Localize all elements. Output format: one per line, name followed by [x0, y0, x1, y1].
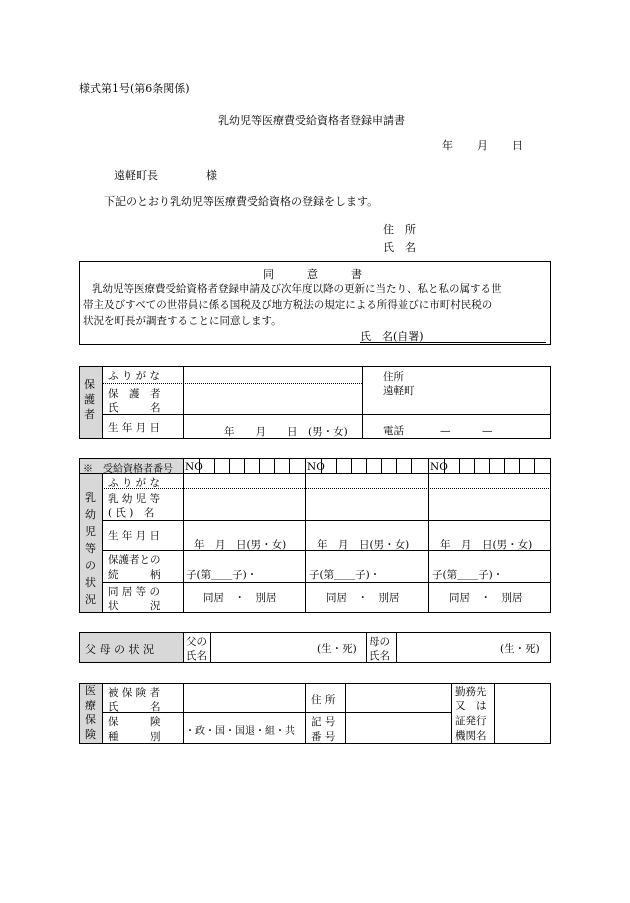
insured-label-1: 被 保 険 者 [108, 687, 161, 699]
guardian-phone-label: 電話 [383, 425, 404, 437]
insurance-section-label: 医療保険 [85, 684, 96, 741]
consent-line-2: 帯主及びすべての世帯員に係る国税及び地方税法の規定による所得並びに市町村民税の [83, 299, 493, 311]
guardian-dob-value[interactable]: 年 月 日 (男・女) [224, 426, 348, 438]
recipient-no-3: NO [430, 461, 448, 473]
date-month[interactable]: 月 [477, 139, 488, 152]
form-title: 乳幼児等医療費受給資格者登録申請書 [218, 114, 405, 127]
insurance-type-options[interactable]: ・政・国・国退・組・共 [185, 726, 295, 737]
date-day[interactable]: 日 [512, 139, 523, 152]
child-cohabit-label-1: 同 居 等 の [108, 586, 161, 598]
guardian-name-label-2: 氏 名 [108, 402, 161, 414]
consent-line-1: 乳幼児等医療費受給資格者登録申請及び次年度以降の更新に当たり、私と私の属する世 [92, 283, 502, 295]
guardian-furigana-label: ふ り が な [108, 370, 161, 382]
child-3-relation[interactable]: 子(第＿＿子)・ [432, 569, 504, 581]
guardian-dob-label: 生 年 月 日 [108, 422, 161, 434]
child-relation-label-1: 保護者との [108, 554, 161, 566]
child-dob-label: 生 年 月 日 [108, 530, 161, 542]
insured-label-2: 氏 名 [108, 701, 161, 713]
addressee-honorific: 様 [206, 169, 217, 182]
mother-label-2: 氏名 [369, 650, 390, 662]
consent-signature-label: 氏 名(自署) [360, 330, 424, 343]
child-3-dob[interactable]: 年 月 日(男・女) [440, 539, 533, 551]
addressee-name: 遠軽町長 [114, 169, 158, 182]
insurance-address-label: 住 所 [311, 694, 336, 706]
employer-label-2: 又 は [455, 700, 487, 712]
guardian-name-label-1: 保 護 者 [108, 388, 161, 400]
employer-label-1: 勤務先 [455, 686, 487, 698]
father-status[interactable]: (生・死) [317, 643, 357, 655]
consent-line-3: 状況を町長が調査することに同意します。 [83, 315, 282, 327]
guardian-section-label: 保護者 [84, 378, 95, 421]
recipient-no-1: NO [185, 461, 203, 473]
child-2-dob[interactable]: 年 月 日(男・女) [317, 539, 410, 551]
guardian-address-label: 住所 [383, 371, 404, 383]
guardian-address-value[interactable]: 遠軽町 [383, 385, 415, 397]
guardian-phone-value[interactable]: — — [440, 425, 493, 437]
child-2-cohabit[interactable]: 同居 ・ 別居 [326, 592, 400, 604]
insurance-code-label-2: 番 号 [311, 731, 336, 743]
child-name-label-2: ( 氏 ) 名 [108, 507, 155, 519]
child-1-dob[interactable]: 年 月 日(男・女) [194, 539, 287, 551]
child-furigana-label: ふ り が な [108, 477, 161, 489]
father-label-1: 父の [186, 636, 207, 648]
parents-section-label: 父 母 の 状 況 [85, 643, 154, 656]
employer-label-3: 証発行 [455, 715, 487, 727]
recipient-number-label: ※ 受給資格者番号 [83, 464, 173, 475]
child-name-label-1: 乳 幼 児 等 [108, 493, 161, 505]
insurance-type-label-1: 保 険 [108, 716, 161, 728]
child-cohabit-label-2: 状 況 [108, 600, 161, 612]
intro-text: 下記のとおり乳幼児等医療費受給資格の登録をします。 [104, 195, 379, 208]
form-number: 様式第1号(第6条関係) [79, 82, 190, 95]
consent-heading: 同 意 書 [263, 268, 362, 281]
father-label-2: 氏名 [186, 650, 207, 662]
mother-status[interactable]: (生・死) [500, 643, 540, 655]
child-2-relation[interactable]: 子(第＿＿子)・ [309, 569, 381, 581]
applicant-name-label: 氏 名 [383, 241, 416, 254]
child-relation-label-2: 続 柄 [108, 569, 161, 581]
child-1-cohabit[interactable]: 同居 ・ 別居 [203, 592, 277, 604]
recipient-no-2: NO [307, 461, 325, 473]
child-1-relation[interactable]: 子(第＿＿子)・ [186, 569, 258, 581]
employer-label-4: 機関名 [455, 730, 487, 742]
mother-label-1: 母の [369, 636, 390, 648]
signature-line[interactable] [360, 342, 546, 343]
insurance-type-label-2: 種 別 [108, 731, 161, 743]
children-section-label: 乳幼児等の状況 [85, 491, 96, 606]
applicant-address-label: 住 所 [383, 223, 416, 236]
insurance-code-label-1: 記 号 [311, 716, 336, 728]
date-year[interactable]: 年 [442, 139, 453, 152]
child-3-cohabit[interactable]: 同居 ・ 別居 [449, 592, 523, 604]
